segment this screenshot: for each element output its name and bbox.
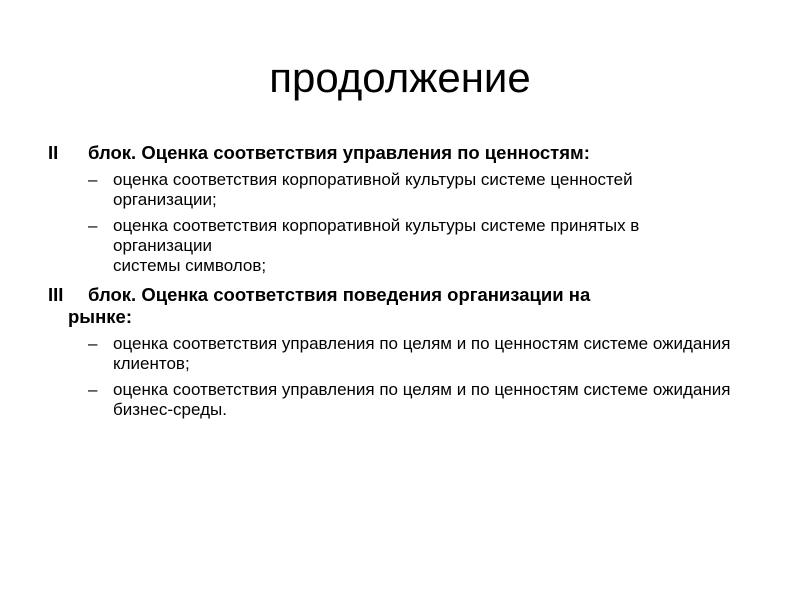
dash-bullet: – [88,170,98,189]
list-item [48,216,738,276]
section-heading-line: рынке: [68,306,132,327]
section-heading [48,142,738,164]
list-item [48,380,738,420]
list-item-text: оценка соответствия управления по целям и по ценностям системе ожидания клиентов; [113,334,731,373]
list-item [48,170,738,210]
sub-list [48,170,738,276]
dash-bullet: – [88,380,98,399]
section-number: II [48,142,59,163]
section-heading [48,284,738,328]
section-block-3 [48,284,738,420]
list-item [48,334,738,374]
dash-bullet: – [88,216,98,235]
slide-title: продолжение [269,54,531,101]
section-heading-text [68,284,738,328]
list-item-text: оценка соответствия корпоративной культуры системе ценностей организации; [113,170,633,209]
dash-bullet: – [88,334,98,353]
list-item-line: системы символов; [113,256,267,275]
slide-content [48,142,738,420]
sub-list [48,334,738,420]
section-block-2 [48,142,738,276]
list-item-text: оценка соответствия управления по целям и по ценностям системе ожидания бизнес-среды. [113,380,731,419]
section-number: III [48,284,64,305]
list-item-text [113,216,738,276]
section-heading-line: блок. Оценка соответствия поведения организации на [88,284,591,305]
section-heading-text: блок. Оценка соответствия управления по ценностям: [88,142,590,163]
list-item-line: оценка соответствия корпоративной культуры системе принятых в организации [113,216,640,255]
